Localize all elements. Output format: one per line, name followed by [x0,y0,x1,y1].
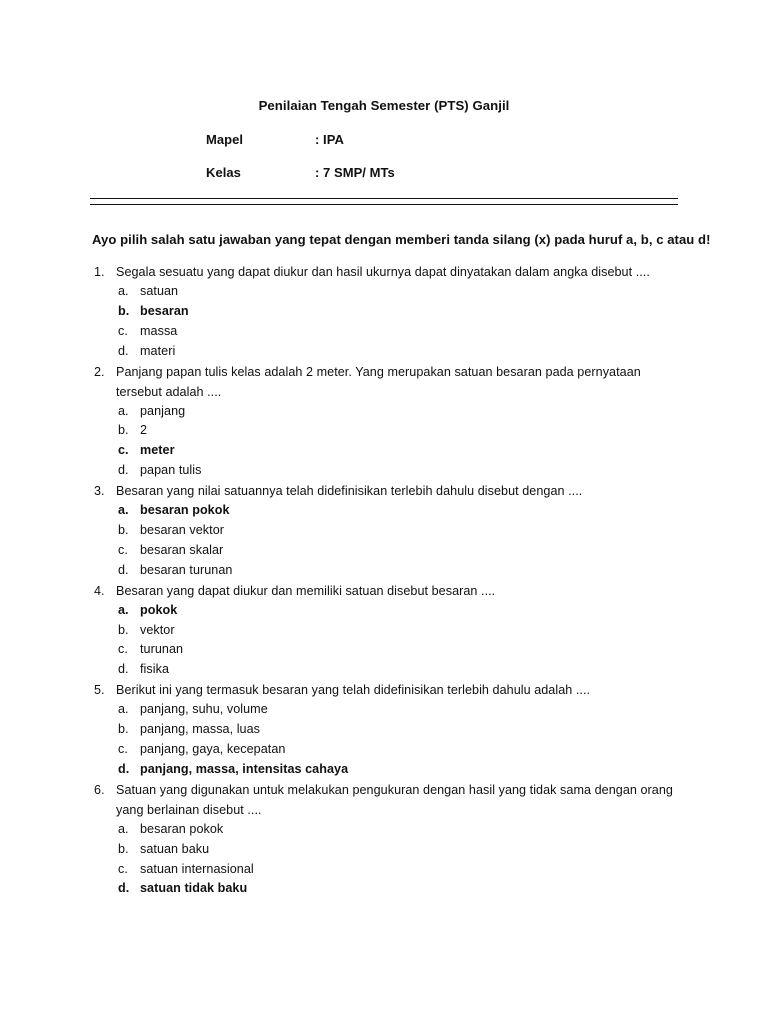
question-item [92,262,692,362]
answer-option[interactable] [92,561,692,581]
question-list [92,262,692,899]
option-letter: c. [118,642,128,657]
option-text: pokok [140,602,178,617]
question-item [92,581,692,681]
option-text: besaran skalar [140,542,224,557]
option-letter: a. [118,702,129,717]
question-text: Besaran yang dapat diukur dan memiliki satuan disebut besaran .... [116,583,496,598]
option-letter: b. [118,622,129,637]
question-number: 4. [94,583,105,598]
option-text: meter [140,443,175,458]
option-letter: b. [118,523,129,538]
answer-option[interactable] [92,879,692,899]
answer-option[interactable] [92,302,692,322]
answer-option[interactable] [92,402,692,422]
question-line [92,581,692,601]
option-letter: a. [118,503,129,518]
option-text: fisika [140,662,169,677]
option-text: papan tulis [140,463,202,478]
option-text: besaran vektor [140,523,225,538]
answer-option[interactable] [92,840,692,860]
option-text: satuan tidak baku [140,881,248,896]
question-line [92,362,692,382]
option-text: panjang, gaya, kecepatan [140,742,286,757]
option-letter: d. [118,562,129,577]
answer-option[interactable] [92,322,692,342]
option-text: 2 [140,423,148,438]
option-letter: b. [118,722,129,737]
subject-label: Mapel [206,132,244,147]
answer-option[interactable] [92,640,692,660]
class-value: : 7 SMP/ MTs [315,165,395,180]
question-item [92,362,692,482]
question-text: tersebut adalah .... [116,384,222,399]
answer-option[interactable] [92,720,692,740]
answer-option[interactable] [92,760,692,780]
option-text: besaran pokok [140,503,230,518]
instruction-text: Ayo pilih salah satu jawaban yang tepat dengan memberi tanda silang (x) pada huruf a, b, c atau d! [92,232,711,247]
option-letter: c. [118,542,128,557]
question-number: 6. [94,782,105,797]
question-number: 2. [94,364,105,379]
option-text: besaran turunan [140,562,233,577]
answer-option[interactable] [92,820,692,840]
option-text: turunan [140,642,184,657]
option-letter: c. [118,323,128,338]
option-text: vektor [140,622,175,637]
question-item [92,481,692,581]
option-letter: c. [118,443,129,458]
question-text: Segala sesuatu yang dapat diukur dan hasil ukurnya dapat dinyatakan dalam angka disebut .... [116,265,650,279]
option-letter: c. [118,861,128,876]
subject-value: : IPA [315,132,344,147]
option-text: panjang, massa, luas [140,722,261,737]
question-text: Berikut ini yang termasuk besaran yang telah didefinisikan terlebih dahulu adalah .... [116,683,591,698]
option-text: besaran pokok [140,821,224,836]
question-text: Panjang papan tulis kelas adalah 2 meter. Yang merupakan satuan besaran pada pernyataan [116,364,641,379]
option-text: besaran [140,303,189,318]
option-text: satuan internasional [140,861,254,876]
option-letter: b. [118,303,130,318]
option-letter: d. [118,881,130,896]
option-text: satuan [140,284,179,298]
answer-option[interactable] [92,441,692,461]
option-letter: d. [118,343,129,358]
option-letter: b. [118,841,129,856]
answer-option[interactable] [92,660,692,680]
question-line [92,780,692,800]
question-text: Besaran yang nilai satuannya telah didefinisikan terlebih dahulu disebut dengan .... [116,484,583,499]
answer-option[interactable] [92,621,692,641]
option-text: panjang [140,403,186,418]
option-letter: d. [118,662,129,677]
answer-option[interactable] [92,700,692,720]
answer-option[interactable] [92,421,692,441]
answer-option[interactable] [92,860,692,880]
question-line [92,481,692,501]
option-text: panjang, suhu, volume [140,702,268,717]
answer-option[interactable] [92,342,692,362]
option-letter: b. [118,423,129,438]
answer-option[interactable] [92,740,692,760]
option-letter: a. [118,821,129,836]
class-label: Kelas [206,165,241,180]
exam-title: Penilaian Tengah Semester (PTS) Ganjil [258,98,510,113]
question-number: 5. [94,683,105,698]
option-text: panjang, massa, intensitas cahaya [140,761,349,776]
question-item [92,680,692,780]
option-text: massa [140,323,178,338]
question-number: 3. [94,484,105,499]
question-line [92,680,692,700]
option-letter: c. [118,742,128,757]
option-letter: a. [118,403,129,418]
answer-option[interactable] [92,282,692,302]
question-line [92,382,692,402]
question-number: 1. [94,265,105,279]
answer-option[interactable] [92,521,692,541]
answer-option[interactable] [92,461,692,481]
option-letter: a. [118,284,129,298]
option-letter: a. [118,602,129,617]
answer-option[interactable] [92,601,692,621]
double-line-separator [90,198,678,205]
option-letter: d. [118,463,129,478]
option-letter: d. [118,761,130,776]
question-text: yang berlainan disebut .... [116,802,262,817]
option-text: materi [140,343,176,358]
option-text: satuan baku [140,841,210,856]
question-item [92,780,692,900]
question-line [92,262,692,282]
answer-option[interactable] [92,501,692,521]
answer-option[interactable] [92,541,692,561]
question-line [92,800,692,820]
question-text: Satuan yang digunakan untuk melakukan pengukuran dengan hasil yang tidak sama dengan orang [116,782,673,797]
